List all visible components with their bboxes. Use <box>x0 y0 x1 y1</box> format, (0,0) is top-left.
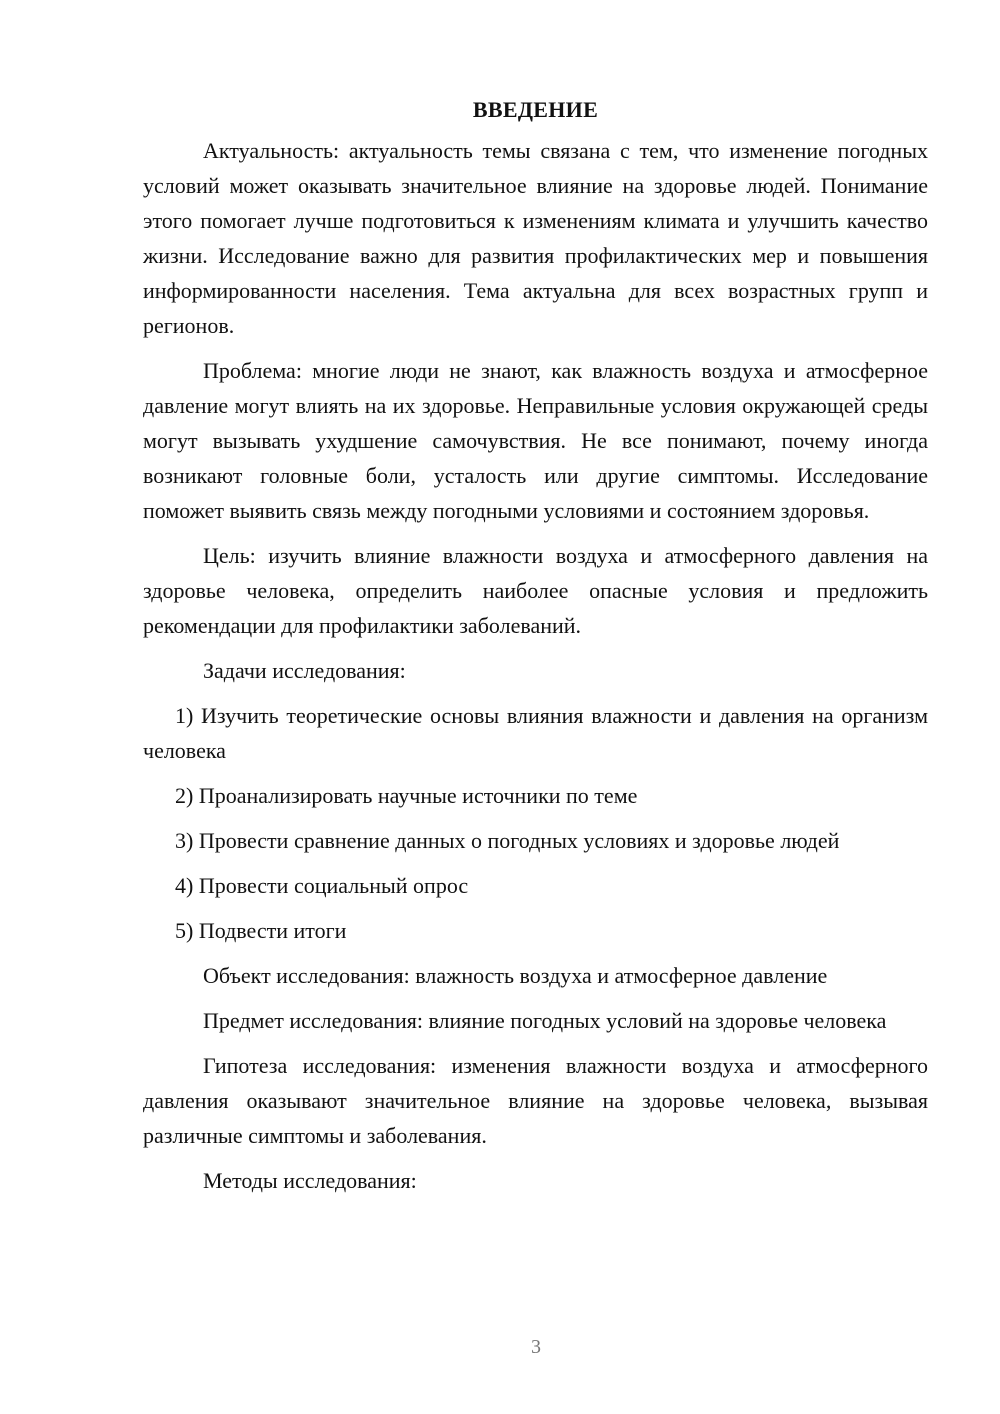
methods-heading: Методы исследования: <box>203 1168 417 1193</box>
paragraph-relevance: Актуальность: актуальность темы связана с тем, что изменение погодных условий может оказывать значительное влияние на здоровье людей. Понимание этого помогает лучше подготовиться к изменениям климата и улучшить качество жизни. Исследование важно для развития профилактических мер и повышения информированности населения. Тема актуальна для всех возрастных групп и регионов. <box>143 138 928 338</box>
tasks-list <box>143 698 928 948</box>
paragraph-hypothesis: Гипотеза исследования: изменения влажности воздуха и атмосферного давления оказывают значительное влияние на здоровье человека, вызывая различные симптомы и заболевания. <box>143 1053 928 1148</box>
paragraph-subject: Предмет исследования: влияние погодных условий на здоровье человека <box>203 1008 887 1033</box>
list-item: 2) Проанализировать научные источники по теме <box>175 783 638 808</box>
paragraph-object: Объект исследования: влажность воздуха и атмосферное давление <box>203 963 828 988</box>
list-item: 3) Провести сравнение данных о погодных условиях и здоровье людей <box>175 828 840 853</box>
page-content <box>143 92 928 1208</box>
list-item: 1) Изучить теоретические основы влияния влажности и давления на организм человека <box>143 703 928 763</box>
paragraph-problem: Проблема: многие люди не знают, как влажность воздуха и атмосферное давление могут влиять на их здоровье. Неправильные условия окружающей среды могут вызывать ухудшение самочувствия. Не все понимают, почему иногда возникают головные боли, усталость или другие симптомы. Исследование поможет выявить связь между погодными условиями и состоянием здоровья. <box>143 358 928 523</box>
list-item: 5) Подвести итоги <box>175 918 347 943</box>
page-number: 3 <box>531 1336 541 1358</box>
list-item: 4) Провести социальный опрос <box>175 873 469 898</box>
section-title: ВВЕДЕНИЕ <box>472 97 599 122</box>
paragraph-goal: Цель: изучить влияние влажности воздуха и атмосферного давления на здоровье человека, определить наиболее опасные условия и предложить рекомендации для профилактики заболеваний. <box>143 543 928 638</box>
tasks-heading: Задачи исследования: <box>203 658 406 683</box>
